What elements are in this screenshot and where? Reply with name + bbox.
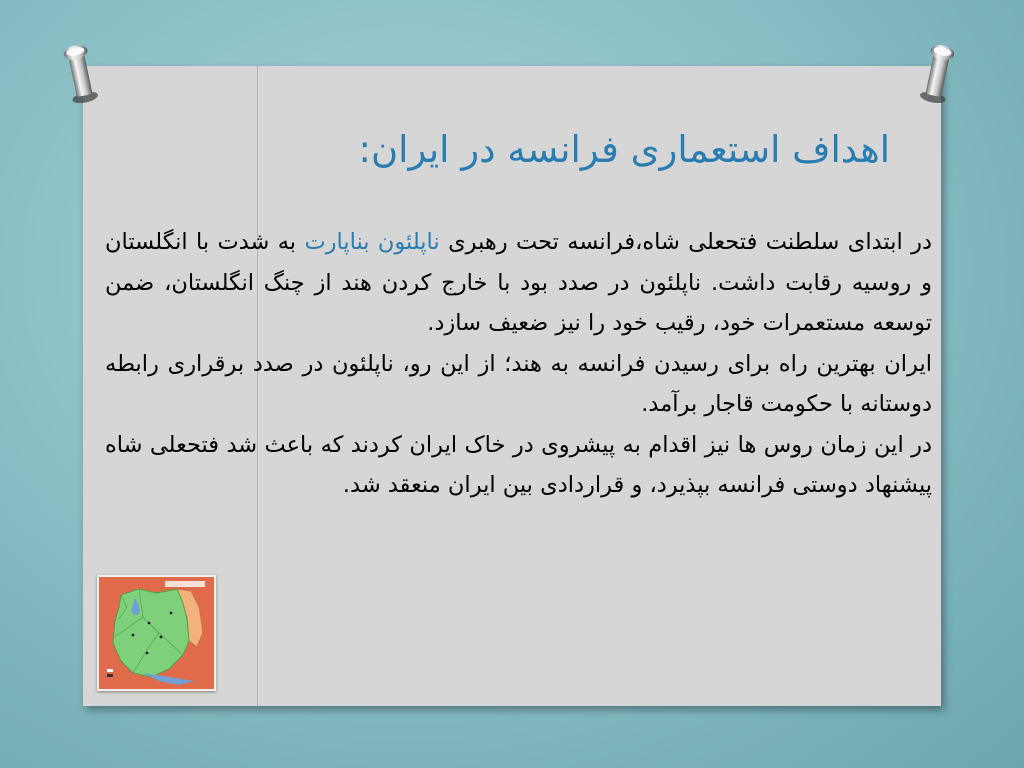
- map-drawing: [99, 577, 214, 689]
- slide-body: [105, 222, 932, 506]
- slide-title: اهداف استعماری فرانسه در ایران:: [358, 128, 890, 171]
- paragraph-1-text-end: به شدت با انگلستان و روسیه رقابت داشت. ناپلئون در صدد بود با خارج کردن هند از چنگ انگلستان، ضمن توسعه مستعمرات خود، رقیب خود را نیز ضعیف سازد.: [105, 229, 932, 336]
- napoleon-highlight: ناپلئون بناپارت: [304, 229, 440, 255]
- pushpin-icon: [58, 39, 102, 106]
- paragraph-1-text: در ابتدای سلطنت فتحعلی شاه،فرانسه تحت رهبری: [439, 229, 932, 255]
- paragraph-1: [105, 222, 932, 344]
- paragraph-2: ایران بهترین راه برای رسیدن فرانسه به هند؛ از این رو، ناپلئون در صدد برقراری رابطه دوستانه با حکومت قاجار برآمد.: [105, 350, 932, 417]
- iran-map-thumbnail[interactable]: [97, 575, 216, 691]
- paragraph-3: در این زمان روس ها نیز اقدام به پیشروی در خاک ایران کردند که باعث شد فتحعلی شاه پیشنهاد دوستی فرانسه بپذیرد، و قراردادی بین ایران منعقد شد.: [105, 431, 932, 498]
- pushpin-icon: [916, 39, 960, 106]
